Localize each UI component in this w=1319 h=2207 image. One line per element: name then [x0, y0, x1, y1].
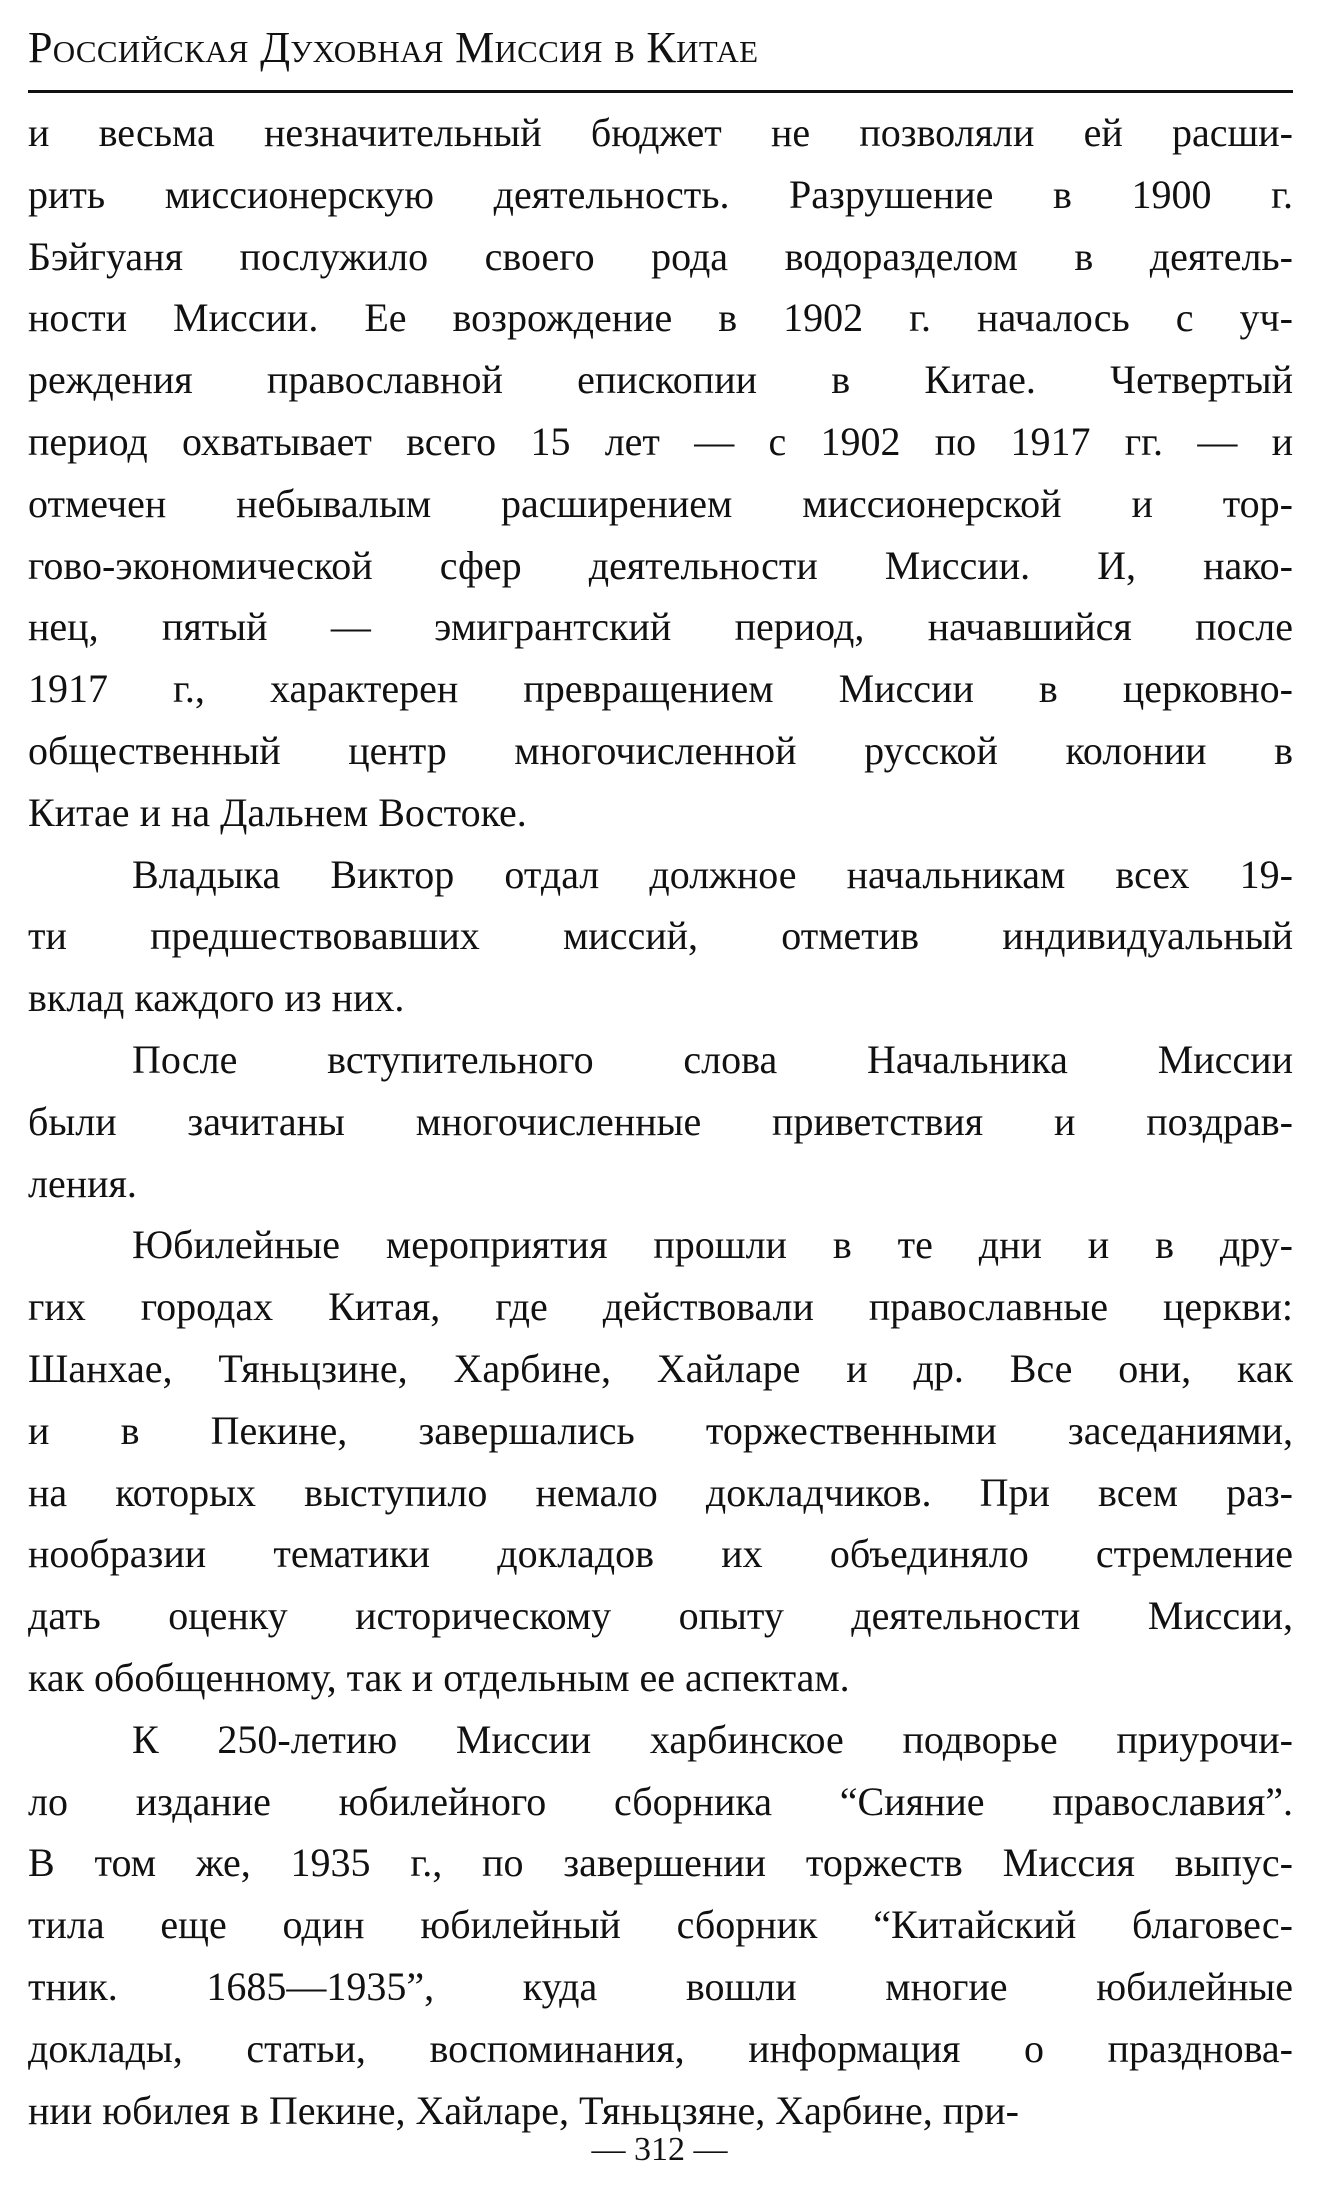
- text-line: доклады, статьи, воспоминания, информация о празднова-: [28, 2025, 1293, 2071]
- text-line: тник. 1685—1935”, куда вошли многие юбилейные: [28, 1963, 1293, 2009]
- text-line: 1917 г., характерен превращением Миссии в церковно-: [28, 666, 1293, 712]
- running-header: Российская Духовная Миссия в Китае: [28, 23, 759, 72]
- paragraph: [28, 844, 1293, 1029]
- text-line: Владыка Виктор отдал должное начальникам всех 19-: [132, 851, 1293, 897]
- text-line: Бэйгуаня послужило своего рода водоразделом в деятель-: [28, 233, 1293, 279]
- text-line: отмечен небывалым расширением миссионерской и тор-: [28, 480, 1293, 526]
- text-line: и в Пекине, завершались торжественными заседаниями,: [28, 1407, 1293, 1453]
- text-line: нец, пятый — эмигрантский период, начавшийся после: [28, 604, 1293, 650]
- text-line: как обобщенному, так и отдельным ее аспектам.: [28, 1654, 850, 1700]
- text-line: реждения православной епископии в Китае. Четвертый: [28, 357, 1293, 403]
- body-text: [28, 102, 1293, 2141]
- text-line: на которых выступило немало докладчиков. При всем раз-: [28, 1469, 1293, 1515]
- text-line: общественный центр многочисленной русской колонии в: [28, 727, 1293, 773]
- text-line: тила еще один юбилейный сборник “Китайский благовес-: [28, 1902, 1293, 1948]
- text-line: дать оценку историческому опыту деятельности Миссии,: [28, 1593, 1293, 1639]
- text-line: К 250-летию Миссии харбинское подворье приурочи-: [132, 1716, 1293, 1762]
- text-line: вклад каждого из них.: [28, 975, 405, 1021]
- paragraph: [28, 1029, 1293, 1214]
- header-rule: [28, 90, 1293, 93]
- text-line: гово-экономической сфер деятельности Миссии. И, нако-: [28, 542, 1293, 588]
- text-line: ления.: [28, 1160, 137, 1206]
- text-line: В том же, 1935 г., по завершении торжеств Миссия выпус-: [28, 1840, 1293, 1886]
- text-line: Юбилейные мероприятия прошли в те дни и в дру-: [132, 1222, 1293, 1268]
- text-line: период охватывает всего 15 лет — с 1902 по 1917 гг. — и: [28, 418, 1293, 464]
- paragraph: [28, 102, 1293, 844]
- text-line: ло издание юбилейного сборника “Сияние православия”.: [28, 1778, 1293, 1824]
- text-line: Китае и на Дальнем Востоке.: [28, 789, 527, 835]
- text-line: были зачитаны многочисленные приветствия и поздрав-: [28, 1098, 1293, 1144]
- paragraph: [28, 1214, 1293, 1708]
- text-line: рить миссионерскую деятельность. Разрушение в 1900 г.: [28, 171, 1293, 217]
- paragraph: [28, 1709, 1293, 2142]
- text-line: ности Миссии. Ее возрождение в 1902 г. началось с уч-: [28, 295, 1293, 341]
- text-line: нии юбилея в Пекине, Хайларе, Тяньцзяне, Харбине, при-: [28, 2087, 1019, 2133]
- text-line: Шанхае, Тяньцзине, Харбине, Хайларе и др. Все они, как: [28, 1345, 1293, 1391]
- page-number: — 312 —: [591, 2131, 728, 2168]
- text-line: ти предшествовавших миссий, отметив индивидуальный: [28, 913, 1293, 959]
- text-line: После вступительного слова Начальника Миссии: [132, 1036, 1293, 1082]
- text-line: нообразии тематики докладов их объединяло стремление: [28, 1531, 1293, 1577]
- text-line: гих городах Китая, где действовали православные церкви:: [28, 1284, 1293, 1330]
- text-line: и весьма незначительный бюджет не позволяли ей расши-: [28, 110, 1293, 155]
